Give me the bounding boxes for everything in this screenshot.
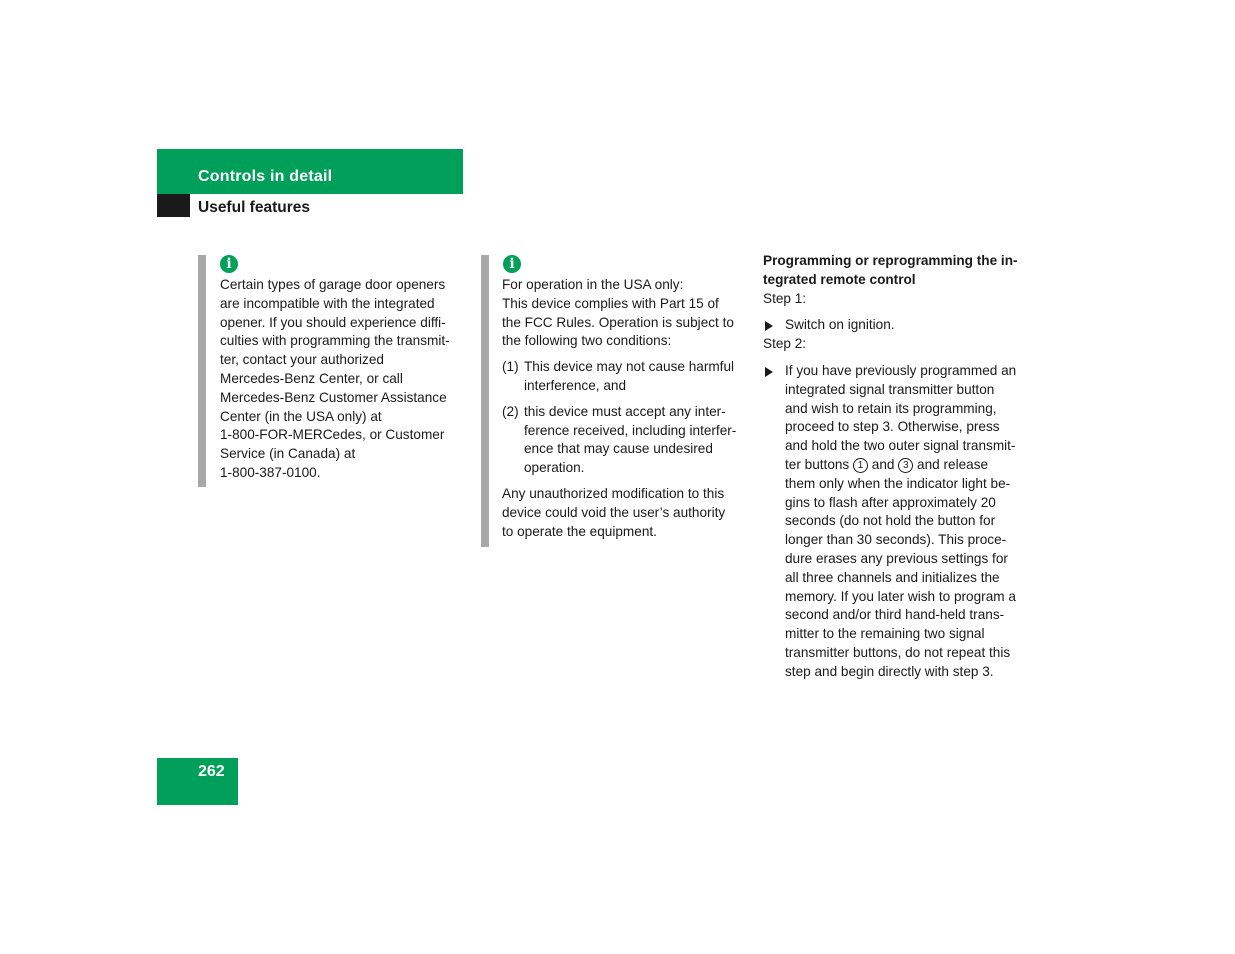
text-line: Mercedes-Benz Center, or call — [220, 370, 403, 386]
condition-number: (2) — [502, 403, 519, 419]
text-fragment: and release — [917, 456, 989, 472]
text-line: mitter to the remaining two signal — [785, 626, 985, 642]
text-line: 1-800-FOR-MERCedes, or Customer — [220, 427, 445, 443]
info-note-fcc — [502, 276, 752, 541]
text-line: to operate the equipment. — [502, 523, 657, 539]
text-line: all three channels and initializes the — [785, 569, 1000, 585]
page-number: 262 — [198, 763, 225, 780]
button-3-marker: 3 — [898, 458, 913, 473]
info-icon: i — [503, 255, 521, 273]
info-icon: i — [220, 255, 238, 273]
text-fragment: and — [871, 456, 895, 472]
condition-item — [502, 358, 752, 396]
instructions-heading: tegrated remote control — [763, 271, 916, 287]
subsection-marker — [157, 194, 190, 217]
text-line: the FCC Rules. Operation is subject to — [502, 314, 734, 330]
text-line: 1-800-387-0100. — [220, 464, 321, 480]
step-label: Step 2: — [763, 336, 807, 352]
text-line: If you have previously programmed an — [785, 362, 1017, 378]
text-line: and wish to retain its programming, — [785, 400, 997, 416]
text-line: this device must accept any inter- — [524, 403, 726, 419]
text-fragment: ter buttons — [785, 456, 850, 472]
button-1-marker: 1 — [853, 458, 868, 473]
text-line: Certain types of garage door openers — [220, 277, 446, 292]
subsection-title: Useful features — [198, 199, 310, 216]
text-line: ence that may cause undesired — [524, 441, 713, 457]
bullet-arrow-icon — [765, 367, 773, 377]
instruction-bullet — [763, 362, 1038, 682]
programming-instructions — [763, 252, 1038, 682]
text-line: culties with programming the transmit- — [220, 333, 450, 349]
condition-number: (1) — [502, 359, 519, 375]
text-line — [785, 456, 1038, 475]
info-note-garage — [220, 276, 470, 483]
text-line: opener. If you should experience diffi- — [220, 314, 446, 330]
text-line: proceed to step 3. Otherwise, press — [785, 419, 1000, 435]
text-line: interference, and — [524, 377, 627, 393]
text-line: Any unauthorized modification to this — [502, 485, 725, 501]
text-line: them only when the indicator light be- — [785, 475, 1011, 491]
instructions-heading: Programming or reprogramming the in- — [763, 253, 1018, 268]
bullet-arrow-icon — [765, 321, 773, 331]
text-line: memory. If you later wish to program a — [785, 588, 1016, 604]
condition-item — [502, 403, 752, 478]
text-line: gins to flash after approximately 20 — [785, 494, 996, 510]
info-note-bar — [198, 255, 206, 487]
text-line: dure erases any previous settings for — [785, 550, 1008, 566]
text-line: Center (in the USA only) at — [220, 408, 382, 424]
text-line: Service (in Canada) at — [220, 446, 356, 462]
text-line: integrated signal transmitter button — [785, 381, 995, 397]
text-line: the following two conditions: — [502, 333, 672, 349]
text-line: This device complies with Part 15 of — [502, 295, 719, 311]
text-line: are incompatible with the integrated — [220, 295, 435, 311]
text-line: operation. — [524, 460, 585, 476]
text-line: device could void the user’s authority — [502, 504, 726, 520]
text-line: Switch on ignition. — [785, 317, 895, 333]
text-line: and hold the two outer signal transmit- — [785, 438, 1016, 454]
text-line: second and/or third hand-held trans- — [785, 607, 1005, 623]
text-line: ter, contact your authorized — [220, 352, 384, 368]
text-line: longer than 30 seconds). This proce- — [785, 532, 1007, 548]
text-line: seconds (do not hold the button for — [785, 513, 996, 529]
step-label: Step 1: — [763, 290, 807, 306]
text-line: Mercedes-Benz Customer Assistance — [220, 389, 447, 405]
instruction-bullet — [763, 316, 1038, 335]
text-line: transmitter buttons, do not repeat this — [785, 644, 1011, 660]
text-line: step and begin directly with step 3. — [785, 663, 994, 679]
text-line: ference received, including interfer- — [524, 422, 737, 438]
info-note-bar — [481, 255, 489, 547]
section-title: Controls in detail — [198, 168, 333, 185]
text-line: For operation in the USA only: — [502, 277, 684, 292]
text-line: This device may not cause harmful — [524, 359, 735, 375]
